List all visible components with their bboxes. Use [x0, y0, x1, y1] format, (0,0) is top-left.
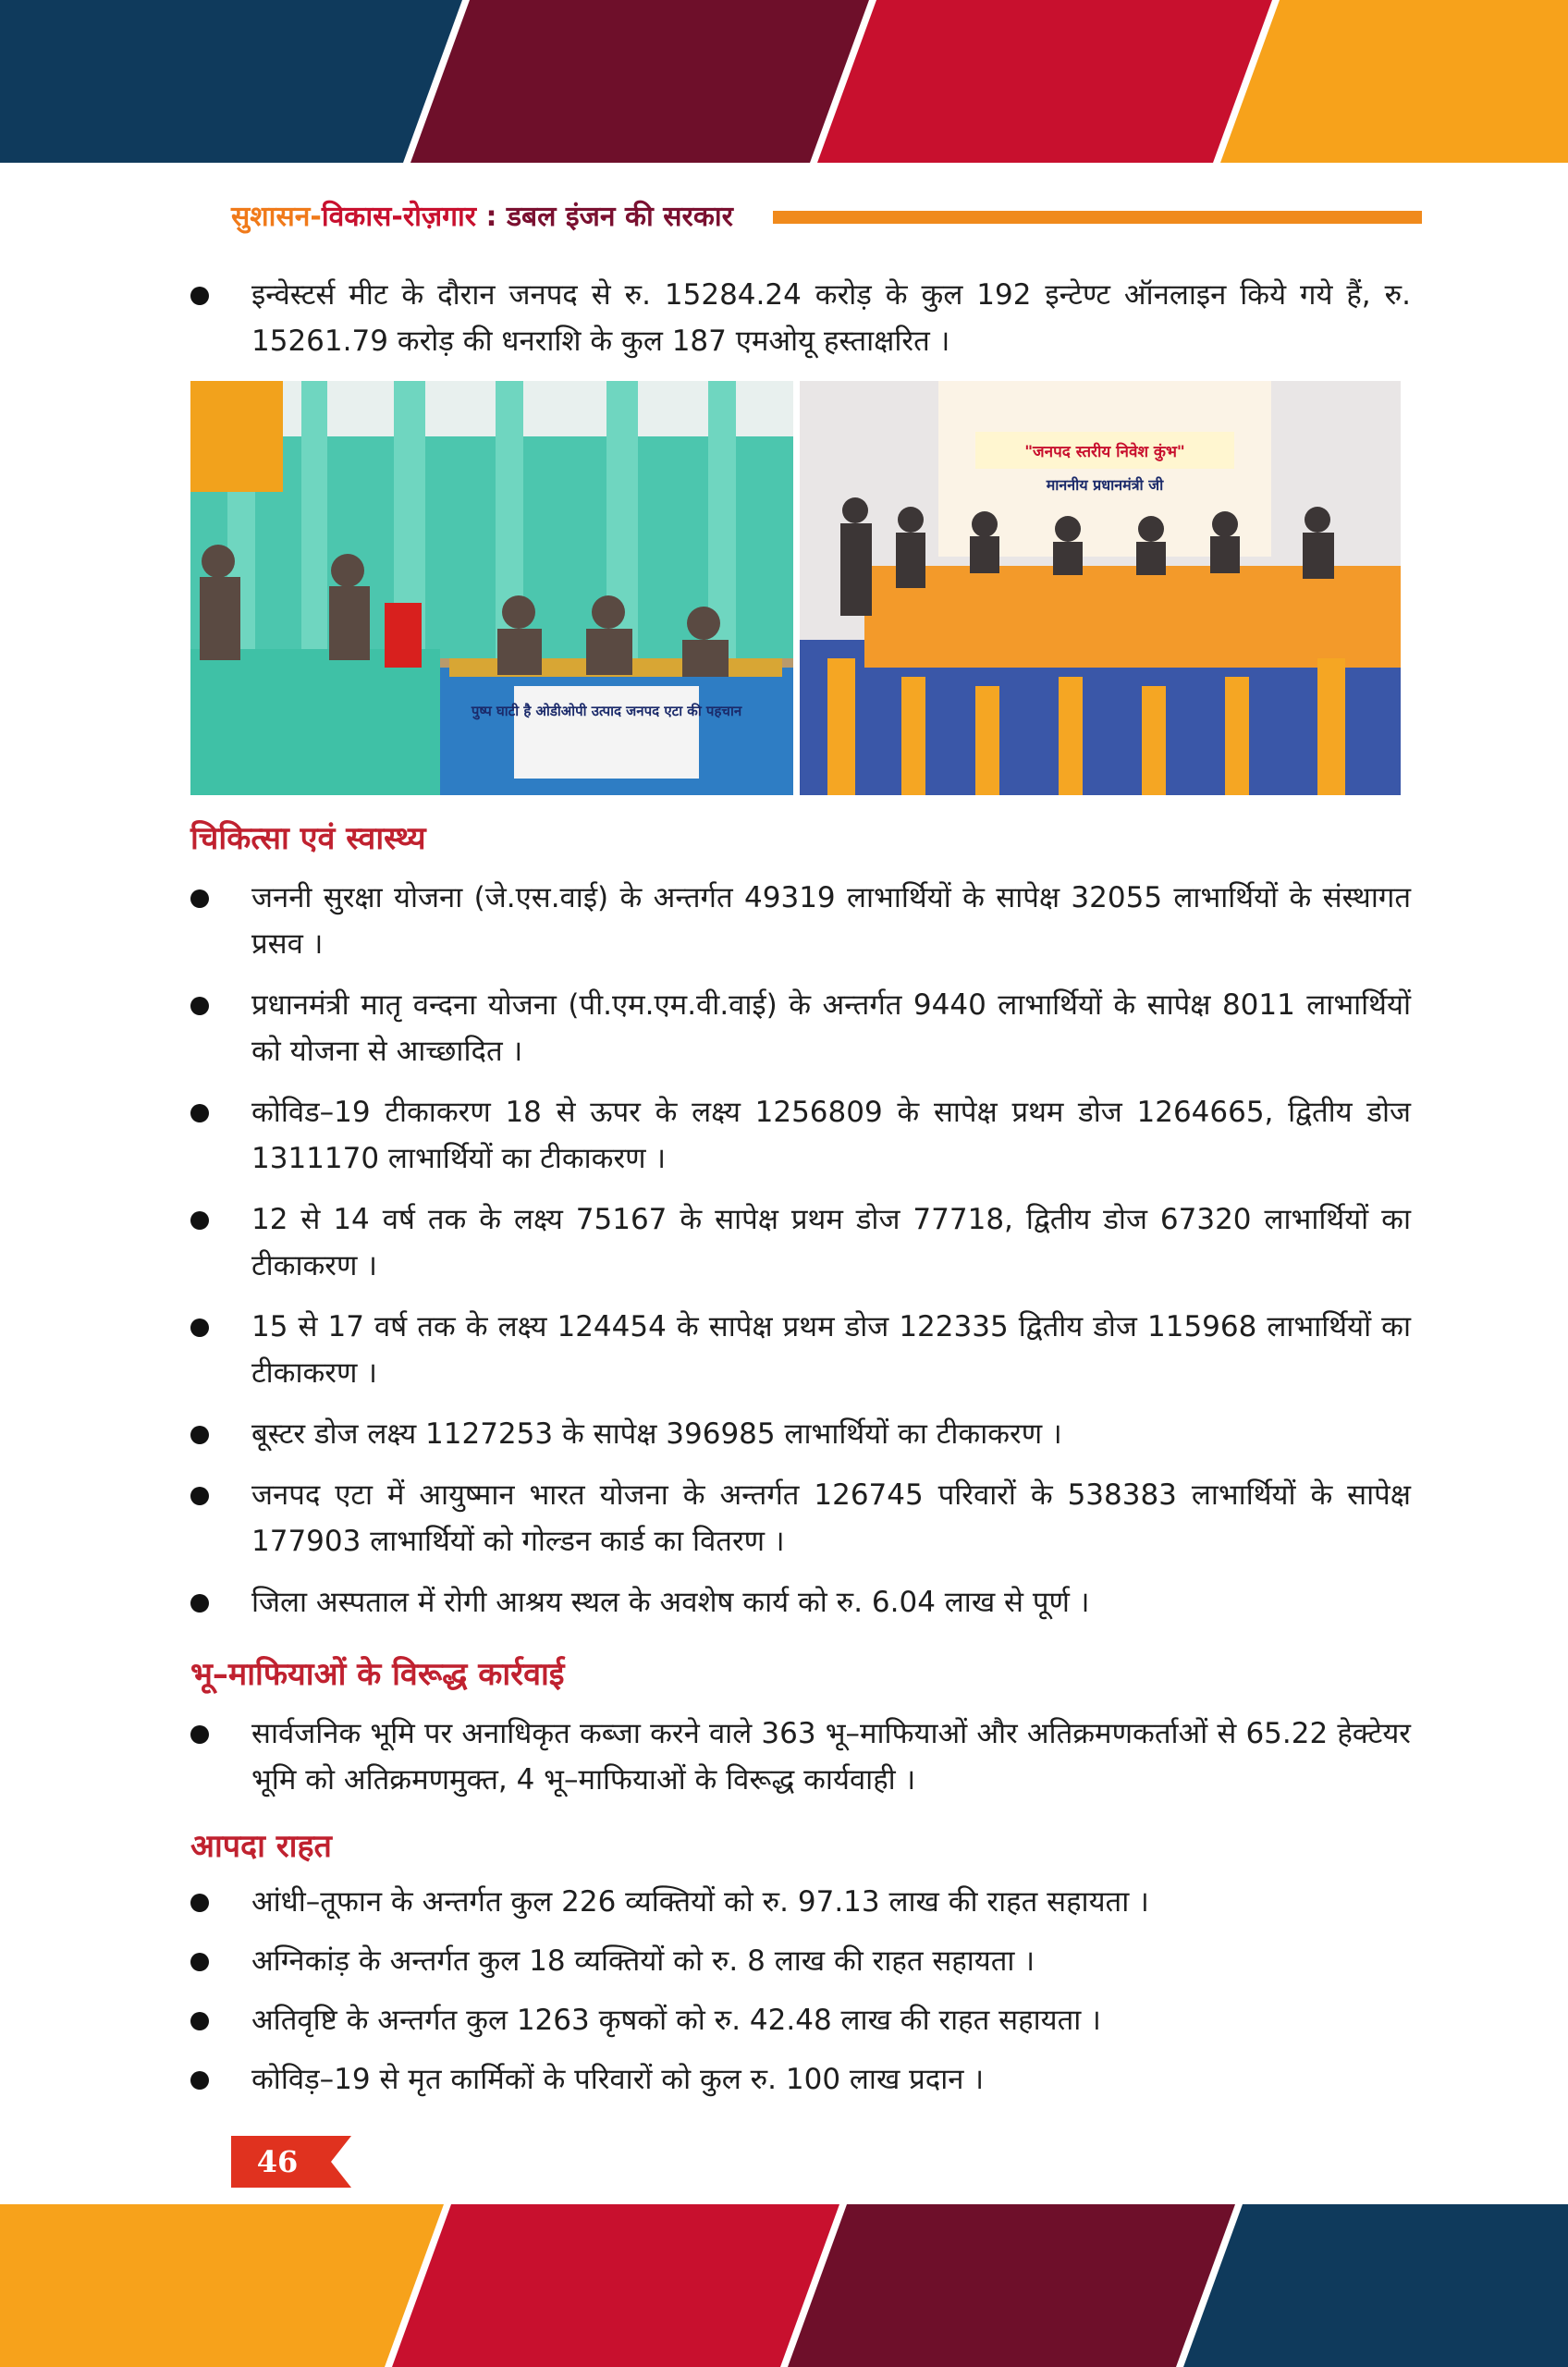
top-color-band [0, 0, 1568, 163]
list-item-text: सार्वजनिक भूमि पर अनाधिकृत कब्जा करने वाले 363 भू–माफियाओं और अतिक्रमणकर्ताओं से 65.22 हेक्टेयर भूमि को अतिक्रमणमुक्त, 4 भू–माफियाओं के विरूद्ध कार्यवाही । [251, 1717, 1411, 1797]
bullet-icon [190, 1594, 209, 1613]
list-item-text: कोविड–19 टीकाकरण 18 से ऊपर के लक्ष्य 1256809 के सापेक्ष प्रथम डोज 1264665, द्वितीय डोज 1311170 लाभार्थियों का टीकाकरण । [251, 1096, 1411, 1175]
intro-list [190, 272, 1411, 364]
bullet-icon [190, 997, 209, 1015]
bullet-icon [190, 1426, 209, 1444]
bullet-icon [190, 2071, 209, 2090]
bullet-icon [190, 1953, 209, 1971]
list-item [190, 2056, 1411, 2103]
right-photo-banner-title: "जनपद स्तरीय निवेश कुंभ" [1024, 443, 1185, 461]
bottom-color-band [0, 2204, 1568, 2367]
list-item-text: इन्वेस्टर्स मीट के दौरान जनपद से रु. 15284.24 करोड़ के कुल 192 इन्टेण्ट ऑनलाइन किये गये हैं, रु. 15261.79 करोड़ की धनराशि के कुल 187 एमओयू हस्ताक्षरित । [251, 278, 1411, 358]
header-part-governance: सुशासन- [231, 201, 322, 233]
list-item-text: अतिवृष्टि के अन्तर्गत कुल 1263 कृषकों को रु. 42.48 लाख की राहत सहायता । [251, 2004, 1101, 2037]
list-item [190, 1472, 1411, 1564]
page-number: 46 [256, 2144, 299, 2179]
list-item-text: जननी सुरक्षा योजना (जे.एस.वाई) के अन्तर्गत 49319 लाभार्थियों के सापेक्ष 32055 लाभार्थियों के संस्थागत प्रसव । [251, 881, 1411, 961]
list-item-text: आंधी–तूफान के अन्तर्गत कुल 226 व्यक्तियों को रु. 97.13 लाख की राहत सहायता । [251, 1885, 1149, 1919]
photo-investment-summit [800, 381, 1401, 795]
list-item-text: अग्निकांड़ के अन्तर्गत कुल 18 व्यक्तियों को रु. 8 लाख की राहत सहायता । [251, 1944, 1035, 1978]
list-item [190, 1879, 1411, 1925]
list-item [190, 1304, 1411, 1396]
section-heading-disaster-relief: आपदा राहत [190, 1828, 332, 1865]
list-item-text: जिला अस्पताल में रोगी आश्रय स्थल के अवशेष कार्य को रु. 6.04 लाख से पूर्ण । [251, 1586, 1090, 1619]
list-item-text: कोविड़–19 से मृत कार्मिकों के परिवारों को कुल रु. 100 लाख प्रदान । [251, 2063, 985, 2096]
list-item [190, 272, 1411, 364]
list-item [190, 1196, 1411, 1289]
header-part-double-engine: : डबल इंजन की सरकार [476, 201, 733, 233]
list-item [190, 1411, 1411, 1457]
list-item-text: 15 से 17 वर्ष तक के लक्ष्य 124454 के सापेक्ष प्रथम डोज 122335 द्वितीय डोज 115968 लाभार्थियों का टीकाकरण । [251, 1310, 1411, 1390]
bullet-icon [190, 2012, 209, 2030]
list-item-text: जनपद एटा में आयुष्मान भारत योजना के अन्तर्गत 126745 परिवारों के 538383 लाभार्थियों के सापेक्ष 177903 लाभार्थियों को गोल्डन कार्ड का वितरण । [251, 1478, 1411, 1558]
list-item [190, 875, 1411, 967]
bullet-icon [190, 287, 209, 305]
list-item-text: 12 से 14 वर्ष तक के लक्ष्य 75167 के सापेक्ष प्रथम डोज 77718, द्वितीय डोज 67320 लाभार्थियों का टीकाकरण । [251, 1203, 1411, 1282]
list-item [190, 1579, 1411, 1625]
header-part-employment: रोज़गार [402, 201, 477, 233]
list-item-text: बूस्टर डोज लक्ष्य 1127253 के सापेक्ष 396985 लाभार्थियों का टीकाकरण । [251, 1417, 1062, 1451]
health-list [190, 875, 1411, 1625]
disaster-list [190, 1879, 1411, 2103]
list-item [190, 1997, 1411, 2043]
section-heading-health: चिकित्सा एवं स्वास्थ्य [190, 820, 426, 857]
list-item [190, 1089, 1411, 1182]
section-heading-land-mafia: भू–माफियाओं के विरूद्ध कार्रवाई [190, 1656, 565, 1693]
bullet-icon [190, 1318, 209, 1337]
bullet-icon [190, 889, 209, 908]
header-part-development: विकास- [321, 201, 403, 233]
bullet-icon [190, 1725, 209, 1744]
page-header-title [231, 196, 733, 234]
bullet-icon [190, 1211, 209, 1230]
bullet-icon [190, 1487, 209, 1505]
list-item [190, 1711, 1411, 1803]
list-item-text: प्रधानमंत्री मातृ वन्दना योजना (पी.एम.एम.वी.वाई) के अन्तर्गत 9440 लाभार्थियों के सापेक्ष 8011 लाभार्थियों को योजना से आच्छादित । [251, 988, 1411, 1068]
header-accent-rule [773, 211, 1422, 224]
left-photo-banner-text: पुष्प घाटी है ओडीओपी उत्पाद जनपद एटा की पहचान [471, 703, 742, 719]
bullet-icon [190, 1894, 209, 1912]
photo-odop-stall [190, 381, 793, 795]
bullet-icon [190, 1104, 209, 1122]
page-number-badge [231, 2136, 351, 2188]
list-item [190, 982, 1411, 1074]
right-photo-banner-sub: माननीय प्रधानमंत्री जी [1046, 476, 1164, 494]
land-list [190, 1711, 1411, 1803]
list-item [190, 1938, 1411, 1984]
